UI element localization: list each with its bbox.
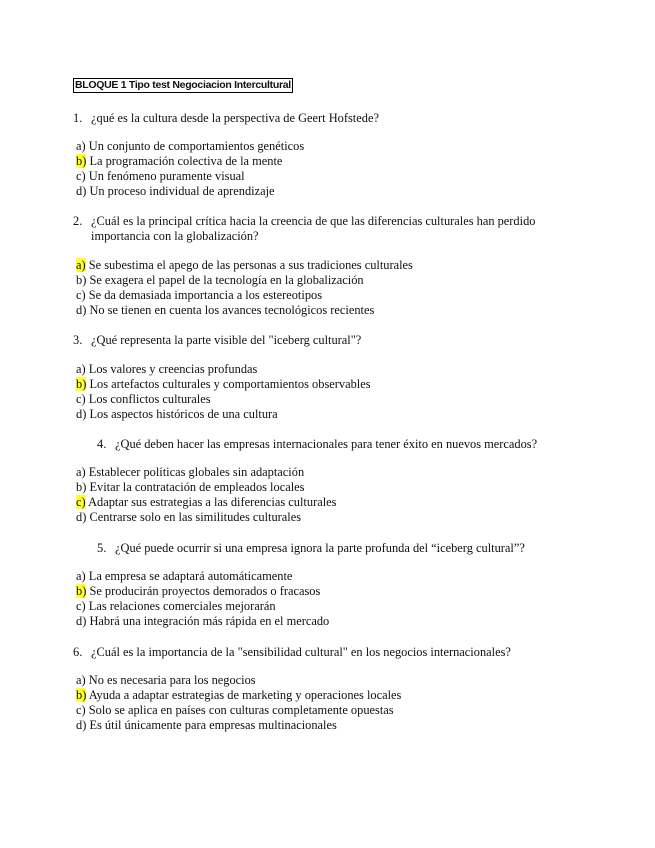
question-5: [97, 541, 525, 556]
options-3: [76, 362, 371, 422]
option-letter: d): [76, 303, 87, 317]
option-letter-highlighted: a): [76, 258, 86, 272]
option-text: Solo se aplica en países con culturas completamente opuestas: [88, 703, 394, 717]
options-6: [76, 673, 401, 733]
question-text: ¿Cuál es la importancia de la "sensibilidad cultural" en los negocios internacionales?: [91, 645, 511, 659]
option-b-correct: [76, 377, 371, 392]
option-text: No se tienen en cuenta los avances tecnológicos recientes: [89, 303, 375, 317]
option-text: Evitar la contratación de empleados locales: [89, 480, 305, 494]
question-number: 3.: [73, 333, 83, 347]
option-letter: a): [76, 569, 86, 583]
option-text: La empresa se adaptará automáticamente: [88, 569, 293, 583]
option-letter: a): [76, 362, 86, 376]
block-title: BLOQUE 1 Tipo test Negociacion Intercultural: [75, 79, 291, 91]
option-text: Se subestima el apego de las personas a sus tradiciones culturales: [88, 258, 413, 272]
option-text: Los aspectos históricos de una cultura: [89, 407, 278, 421]
options-5: [76, 569, 329, 629]
option-b: [76, 480, 336, 495]
option-letter: d): [76, 184, 87, 198]
option-a: [76, 465, 336, 480]
question-text-continued: importancia con la globalización?: [91, 229, 259, 243]
option-text: Establecer políticas globales sin adaptación: [88, 465, 305, 479]
option-d: [76, 614, 329, 629]
option-letter: d): [76, 614, 87, 628]
option-letter-highlighted: c): [76, 495, 86, 509]
option-letter: b): [76, 480, 87, 494]
question-3: [73, 333, 361, 348]
option-text: Las relaciones comerciales mejorarán: [88, 599, 276, 613]
option-a-correct: [76, 258, 413, 273]
option-letter: c): [76, 599, 86, 613]
option-letter: a): [76, 673, 86, 687]
question-number: 1.: [73, 111, 83, 125]
options-4: [76, 465, 336, 525]
option-letter: a): [76, 465, 86, 479]
question-text: ¿qué es la cultura desde la perspectiva de Geert Hofstede?: [91, 111, 379, 125]
option-d: [76, 303, 413, 318]
option-text: Un proceso individual de aprendizaje: [89, 184, 275, 198]
option-b-correct: [76, 584, 329, 599]
question-2: [73, 214, 535, 244]
option-b-correct: [76, 154, 304, 169]
option-text: La programación colectiva de la mente: [89, 154, 283, 168]
option-a: [76, 673, 401, 688]
option-a: [76, 569, 329, 584]
option-d: [76, 407, 371, 422]
option-letter-highlighted: b): [76, 377, 87, 391]
option-text: Es útil únicamente para empresas multinacionales: [89, 718, 337, 732]
question-text: ¿Qué representa la parte visible del "iceberg cultural"?: [91, 333, 362, 347]
option-letter: c): [76, 288, 86, 302]
options-1: [76, 139, 304, 199]
option-a: [76, 139, 304, 154]
option-a: [76, 362, 371, 377]
option-letter: a): [76, 139, 86, 153]
option-b-correct: [76, 688, 401, 703]
option-text: Un fenómeno puramente visual: [88, 169, 245, 183]
question-6: [73, 645, 511, 660]
option-letter: d): [76, 407, 87, 421]
option-text: No es necesaria para los negocios: [88, 673, 256, 687]
question-1: [73, 111, 379, 126]
option-text: Los conflictos culturales: [88, 392, 211, 406]
option-letter-highlighted: b): [76, 584, 87, 598]
option-text: Se exagera el papel de la tecnología en la globalización: [89, 273, 364, 287]
question-text: ¿Cuál es la principal crítica hacia la creencia de que las diferencias culturales han perdido: [91, 214, 536, 228]
question-number: 5.: [97, 541, 107, 555]
option-letter: d): [76, 510, 87, 524]
option-letter: b): [76, 273, 87, 287]
option-letter-highlighted: b): [76, 688, 87, 702]
option-d: [76, 184, 304, 199]
option-text: Un conjunto de comportamientos genéticos: [88, 139, 305, 153]
option-c-correct: [76, 495, 336, 510]
options-2: [76, 258, 413, 318]
option-letter-highlighted: b): [76, 154, 87, 168]
option-text: Adaptar sus estrategias a las diferencias culturales: [88, 495, 337, 509]
option-c: [76, 288, 413, 303]
question-number: 6.: [73, 645, 83, 659]
option-letter: c): [76, 703, 86, 717]
option-d: [76, 510, 336, 525]
option-text: Los artefactos culturales y comportamientos observables: [89, 377, 371, 391]
option-text: Se producirán proyectos demorados o fracasos: [89, 584, 321, 598]
question-number: 4.: [97, 437, 107, 451]
question-number: 2.: [73, 214, 83, 228]
option-letter: c): [76, 392, 86, 406]
option-c: [76, 392, 371, 407]
option-c: [76, 599, 329, 614]
option-text: Centrarse solo en las similitudes culturales: [89, 510, 302, 524]
option-text: Habrá una integración más rápida en el mercado: [89, 614, 330, 628]
option-c: [76, 169, 304, 184]
option-letter: c): [76, 169, 86, 183]
question-text: ¿Qué puede ocurrir si una empresa ignora la parte profunda del “iceberg cultural”?: [115, 541, 525, 555]
question-text: ¿Qué deben hacer las empresas internacionales para tener éxito en nuevos mercados?: [115, 437, 538, 451]
option-d: [76, 718, 401, 733]
option-b: [76, 273, 413, 288]
option-text: Los valores y creencias profundas: [88, 362, 258, 376]
option-letter: d): [76, 718, 87, 732]
option-text: Se da demasiada importancia a los estereotipos: [88, 288, 323, 302]
question-4: [97, 437, 537, 452]
option-text: Ayuda a adaptar estrategias de marketing y operaciones locales: [88, 688, 402, 702]
option-c: [76, 703, 401, 718]
